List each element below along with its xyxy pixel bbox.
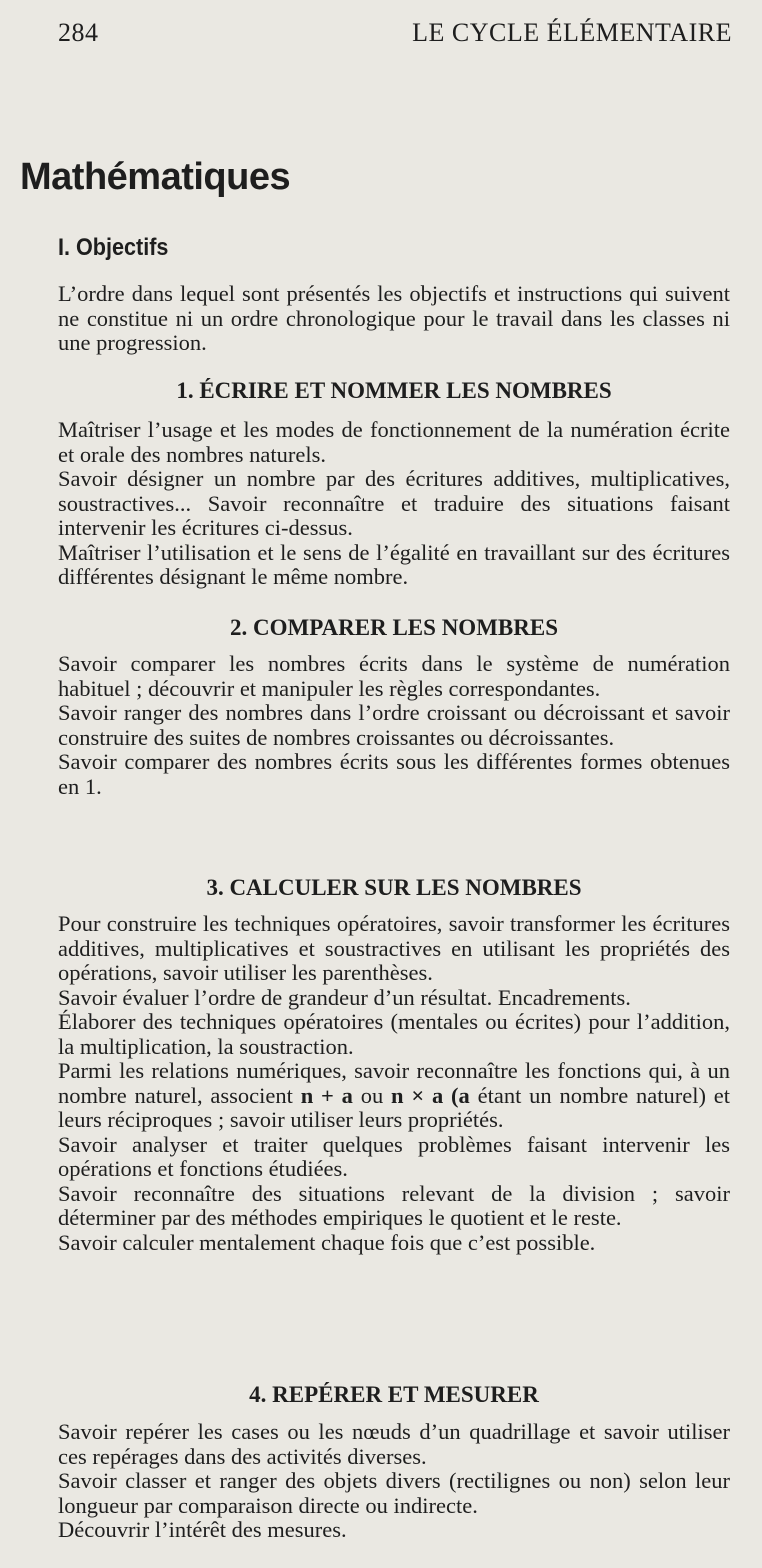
paragraph: Savoir reconnaître des situations relevant de la division ; savoir déterminer par des méthodes empiriques le quotient et le reste. bbox=[58, 1180, 730, 1230]
paragraph: Savoir comparer les nombres écrits dans le système de numération habituel ; découvrir et manipuler les règles correspondantes. bbox=[58, 651, 730, 701]
paragraph: Maîtriser l’utilisation et le sens de l’égalité en travaillant sur des écritures différentes désignant le même nombre. bbox=[58, 539, 730, 589]
text-run: étant un nombre naturel) et leurs réciproques ; savoir utiliser leurs propriétés. bbox=[58, 1082, 730, 1132]
running-title: LE CYCLE ÉLÉMENTAIRE bbox=[412, 18, 732, 47]
section-4-body bbox=[58, 1420, 730, 1543]
formula-n-times-a: n × a bbox=[391, 1082, 444, 1108]
text-run: ou bbox=[352, 1082, 392, 1108]
paragraph: Savoir comparer des nombres écrits sous les différentes formes obtenues en 1. bbox=[58, 749, 730, 799]
section-2-body bbox=[58, 652, 730, 799]
page-number: 284 bbox=[58, 18, 99, 47]
paragraph: Savoir repérer les cases ou les nœuds d’un quadrillage et savoir utiliser ces repérages dans des activités diverses. bbox=[58, 1419, 730, 1469]
objectives-intro-block bbox=[58, 282, 730, 356]
paragraph: Savoir analyser et traiter quelques problèmes faisant intervenir les opérations et fonctions étudiées. bbox=[58, 1131, 730, 1181]
paragraph: Savoir évaluer l’ordre de grandeur d’un résultat. Encadrements. bbox=[58, 984, 631, 1010]
section-1-body bbox=[58, 418, 730, 590]
paragraph: Savoir calculer mentalement chaque fois que c’est possible. bbox=[58, 1229, 596, 1255]
paragraph: Savoir désigner un nombre par des écritures additives, multiplicatives, soustractives... Savoir reconnaître et traduire des situations faisant intervenir les écritures ci-dessus. bbox=[58, 466, 730, 540]
paragraph: Maîtriser l’usage et les modes de fonctionnement de la numération écrite et orale des nombres naturels. bbox=[58, 417, 730, 467]
section-3-heading: 3. CALCULER SUR LES NOMBRES bbox=[206, 875, 582, 900]
paragraph: Pour construire les techniques opératoires, savoir transformer les écritures additives, multiplicatives et soustractives en utilisant les propriétés des opérations, savoir utiliser les parenthèses. bbox=[58, 911, 730, 985]
paragraph: Savoir classer et ranger des objets divers (rectilignes ou non) selon leur longueur par comparaison directe ou indirecte. bbox=[58, 1468, 730, 1518]
formula-n-plus-a: n + a bbox=[300, 1082, 353, 1108]
section-1-heading: 1. ÉCRIRE ET NOMMER LES NOMBRES bbox=[176, 378, 612, 403]
text-run: (a bbox=[443, 1082, 470, 1108]
section-3-body bbox=[58, 912, 730, 1255]
running-head bbox=[58, 18, 732, 58]
objectives-intro: L’ordre dans lequel sont présentés les objectifs et instructions qui suivent ne constitue ni un ordre chronologique pour le travail dans les classes ni une progression. bbox=[58, 281, 730, 355]
section-4-heading: 4. REPÉRER ET MESURER bbox=[249, 1382, 539, 1407]
paragraph: Savoir ranger des nombres dans l’ordre croissant ou décroissant et savoir construire des suites de nombres croissantes ou décroissantes. bbox=[58, 700, 730, 750]
paragraph: Découvrir l’intérêt des mesures. bbox=[58, 1517, 347, 1542]
paragraph: Élaborer des techniques opératoires (mentales ou écrites) pour l’addition, la multiplication, la soustraction. bbox=[58, 1009, 730, 1059]
objectives-heading: I. Objectifs bbox=[58, 234, 169, 261]
text-run: Parmi les relations numériques, savoir reconnaître les fonctions qui, à un nombre naturel, associent bbox=[58, 1058, 730, 1108]
page-title: Mathématiques bbox=[20, 156, 291, 198]
paragraph bbox=[58, 1059, 730, 1133]
section-2-heading: 2. COMPARER LES NOMBRES bbox=[230, 615, 558, 640]
